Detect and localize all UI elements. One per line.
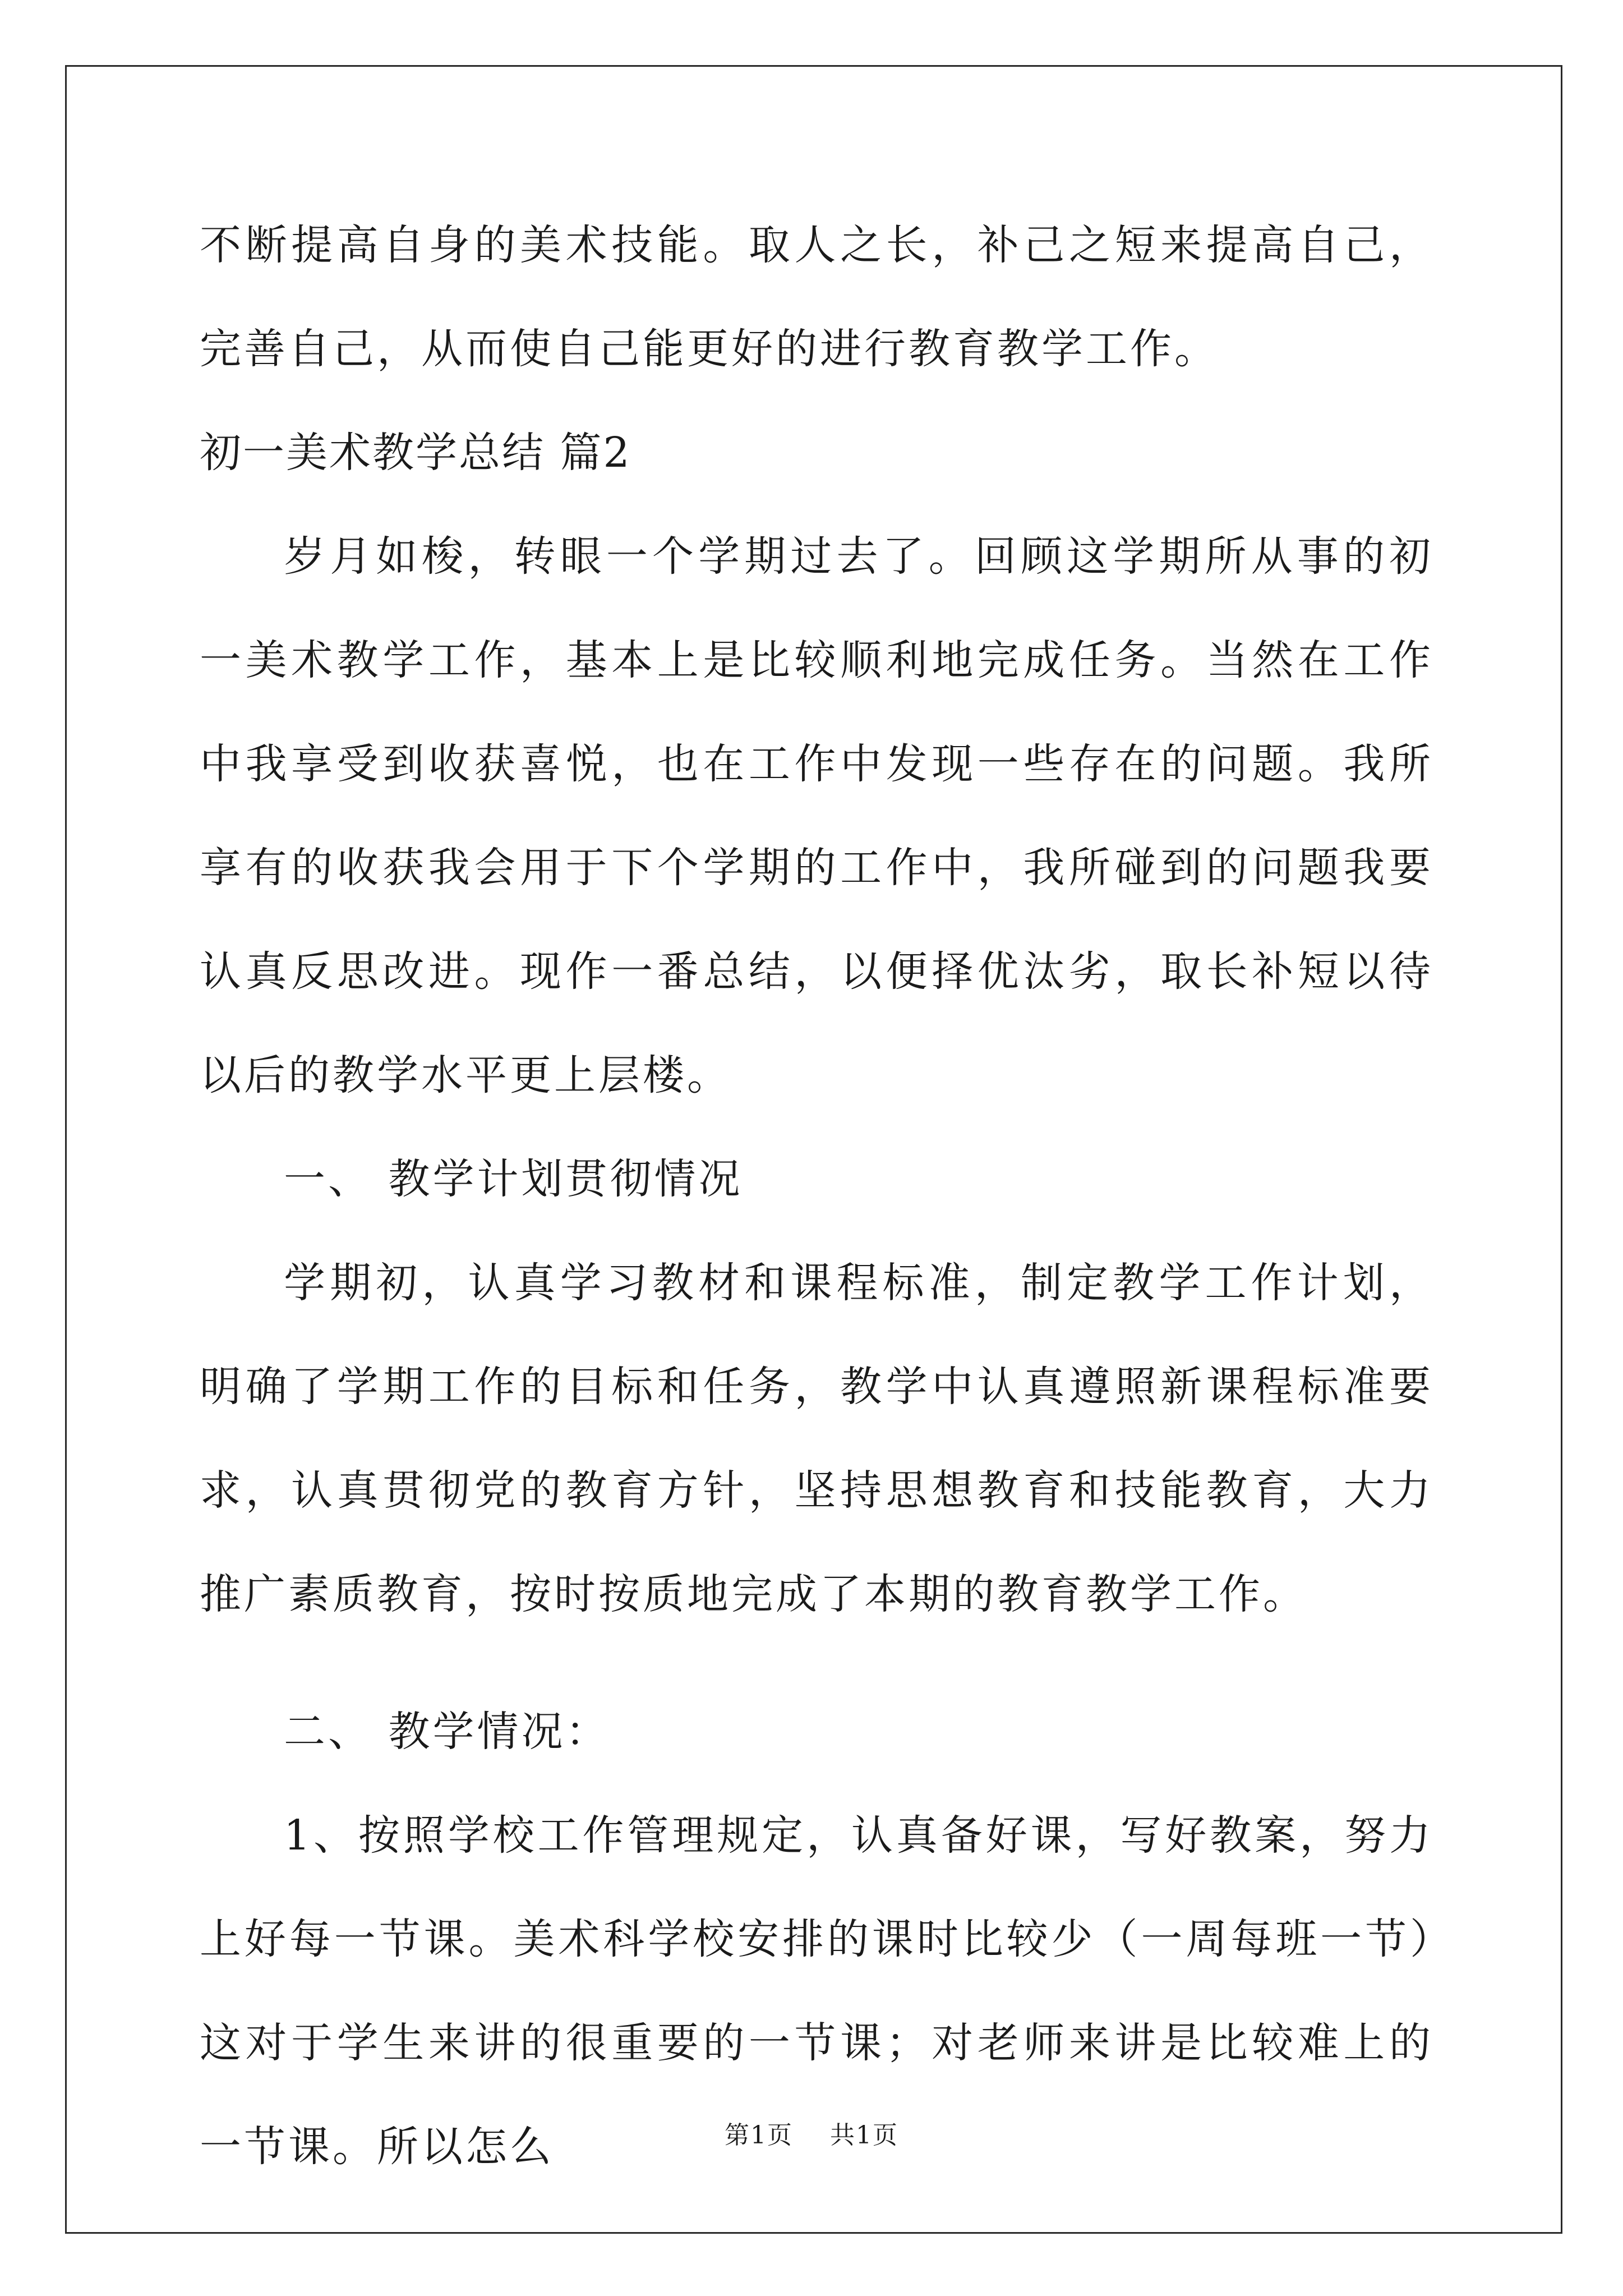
section-title: 初一美术教学总结 篇2 <box>200 429 631 477</box>
paragraph-continuation: 不断提高自身的美术技能。取人之长，补己之短来提高自己，完善自己，从而使自己能更好的进行教育教学工作。 <box>200 221 1433 373</box>
document-body <box>200 194 1433 2199</box>
page-number: 第1页 <box>725 2121 793 2150</box>
subheading-teaching-plan: 一、 教学计划贯彻情况 <box>284 1155 743 1203</box>
subheading-teaching-situation: 二、 教学情况： <box>284 1708 610 1756</box>
paragraph-teaching-plan: 学期初，认真学习教材和课程标准，制定教学工作计划，明确了学期工作的目标和任务，教学中认真遵照新课程标准要求，认真贯彻党的教育方针，坚持思想教育和技能教育，大力推广素质教育，按时按质地完成了本期的教育教学工作。 <box>200 1259 1433 1618</box>
page-total: 共1页 <box>830 2121 898 2150</box>
paragraph-intro: 岁月如梭，转眼一个学期过去了。回顾这学期所从事的初一美术教学工作，基本上是比较顺利地完成任务。当然在工作中我享受到收获喜悦，也在工作中发现一些存在的问题。我所享有的收获我会用于下个学期的工作中，我所碰到的问题我要认真反思改进。现作一番总结，以便择优汰劣，取长补短以待以后的教学水平更上层楼。 <box>200 532 1433 1099</box>
page-footer <box>0 2115 1623 2151</box>
paragraph-item-1: 1、按照学校工作管理规定，认真备好课，写好教案，努力上好每一节课。美术科学校安排的课时比较少（一周每班一节）这对于学生来讲的很重要的一节课；对老师来讲是比较难上的一节课。所以怎么 <box>200 1811 1433 2171</box>
